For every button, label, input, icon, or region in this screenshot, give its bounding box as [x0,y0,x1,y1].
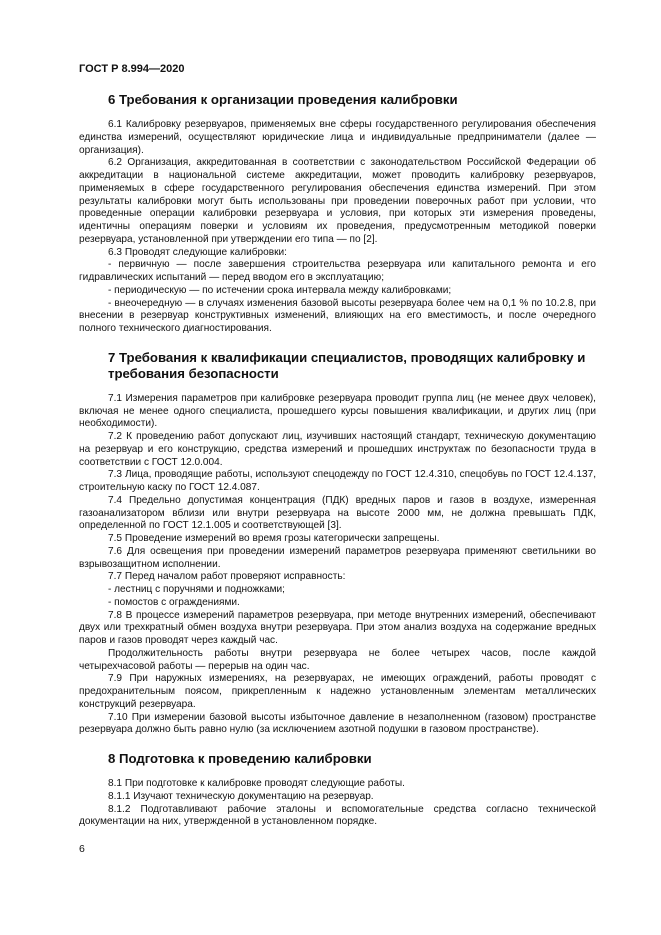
document-body [79,92,596,829]
paragraph: 7.9 При наружных измерениях, на резервуарах, не имеющих ограждений, работы проводят с предохранительным поясом, прикрепленным к надежно установленным элементам металлических конструкций резервуара. [79,673,596,710]
paragraph: 6.3 Проводят следующие калибровки: [108,246,287,258]
paragraph: 7.3 Лица, проводящие работы, используют спецодежду по ГОСТ 12.4.310, спецобувь по ГОСТ 12.4.137, строительную каску по ГОСТ 12.4.087. [79,469,596,493]
paragraph: 8.1 При подготовке к калибровке проводят следующие работы. [108,778,405,789]
paragraph: 7.8 В процессе измерений параметров резервуара, при методе внутренних измерений, обеспечивают двух или трехкратный обмен воздуха внутри резервуара. При этом анализ воздуха на содержание вредных паров и газов проводят через каждый час. [79,609,596,646]
paragraph: 7.4 Предельно допустимая концентрация (ПДК) вредных паров и газов в воздухе, измеренная газоанализатором вблизи или внутри резервуара на высоте 2000 мм, не должна превышать ПДК, определенной по ГОСТ 12.1.005 и соответствующей [3]. [79,494,596,532]
page-number: 6 [79,843,85,855]
section-title: 7 Требования к квалификации специалистов, проводящих калибровку и требования безопасности [108,349,586,381]
paragraph: 6.1 Калибровку резервуаров, применяемых вне сферы государственного регулирования обеспечения единства измерений, осуществляют юридические лица и индивидуальные предприниматели (далее — организация). [79,119,596,156]
paragraph: Продолжительность работы внутри резервуара не более четырех часов, после каждой четырехчасовой работы — перерыв на один час. [79,647,596,672]
standard-code: ГОСТ Р 8.994—2020 [79,63,185,75]
paragraph: 6.2 Организация, аккредитованная в соответствии с законодательством Российской Федерации об аккредитации в национальной системе аккредитации, может проводить калибровку резервуаров, применяемых в сфере государственного регулирования обеспечения единства измерений. При этом результаты калибровки могут быть использованы при проведении поверочных работ при условии, что проведенные операции калибровки резервуара и условия, при которых эти измерения проведены, идентичны операциям поверки и условиям их проведения, предусмотренным методикой поверки резервуара, установленной при утверждении его типа — по [2]. [79,157,596,245]
list-item: - помостов с ограждениями. [108,596,240,608]
paragraph: 7.1 Измерения параметров при калибровке резервуара проводит группа лиц (не менее двух человек), включая не менее одного специалиста, прошедшего курсы повышения квалификации, и других лиц (при необходимости). [79,392,596,430]
paragraph: 7.10 При измерении базовой высоты избыточное давление в незаполненном (газовом) пространстве резервуара должно быть равно нулю (за исключением азотной подушки в газовом пространстве). [79,711,596,736]
paragraph: 8.1.1 Изучают техническую документацию на резервуар. [108,790,374,802]
section-7 [79,350,596,737]
list-item: - внеочередную — в случаях изменения базовой высоты резервуара более чем на 0,1 % по 10.2.8, при внесении в резервуар конструктивных изменений, влияющих на его вместимость, и после очередного полного технического диагностирования. [79,297,596,334]
paragraph: 7.5 Проведение измерений во время грозы категорически запрещены. [108,533,440,544]
list-item: - первичную — после завершения строительства резервуара или капитального ремонта и его гидравлических испытаний — перед вводом его в эксплуатацию; [79,259,596,283]
section-8 [79,751,596,829]
list-item: - периодическую — по истечении срока интервала между калибровками; [108,284,452,296]
list-item: - лестниц с поручнями и подножками; [108,584,285,595]
section-title: 8 Подготовка к проведению калибровки [108,751,372,766]
paragraph: 7.6 Для освещения при проведении измерений параметров резервуара применяют светильники во взрывозащитном исполнении. [79,545,596,570]
section-6 [79,92,596,336]
paragraph: 8.1.2 Подготавливают рабочие эталоны и вспомогательные средства согласно технической документации на них, утвержденной в установленном порядке. [79,803,596,828]
paragraph: 7.7 Перед началом работ проверяют исправность: [108,571,346,583]
section-title: 6 Требования к организации проведения калибровки [108,92,458,107]
paragraph: 7.2 К проведению работ допускают лиц, изучивших настоящий стандарт, техническую документацию на резервуар и его конструкцию, средства измерений и прошедших инструктаж по безопасности труда в соответствии с ГОСТ 12.0.004. [79,431,596,468]
